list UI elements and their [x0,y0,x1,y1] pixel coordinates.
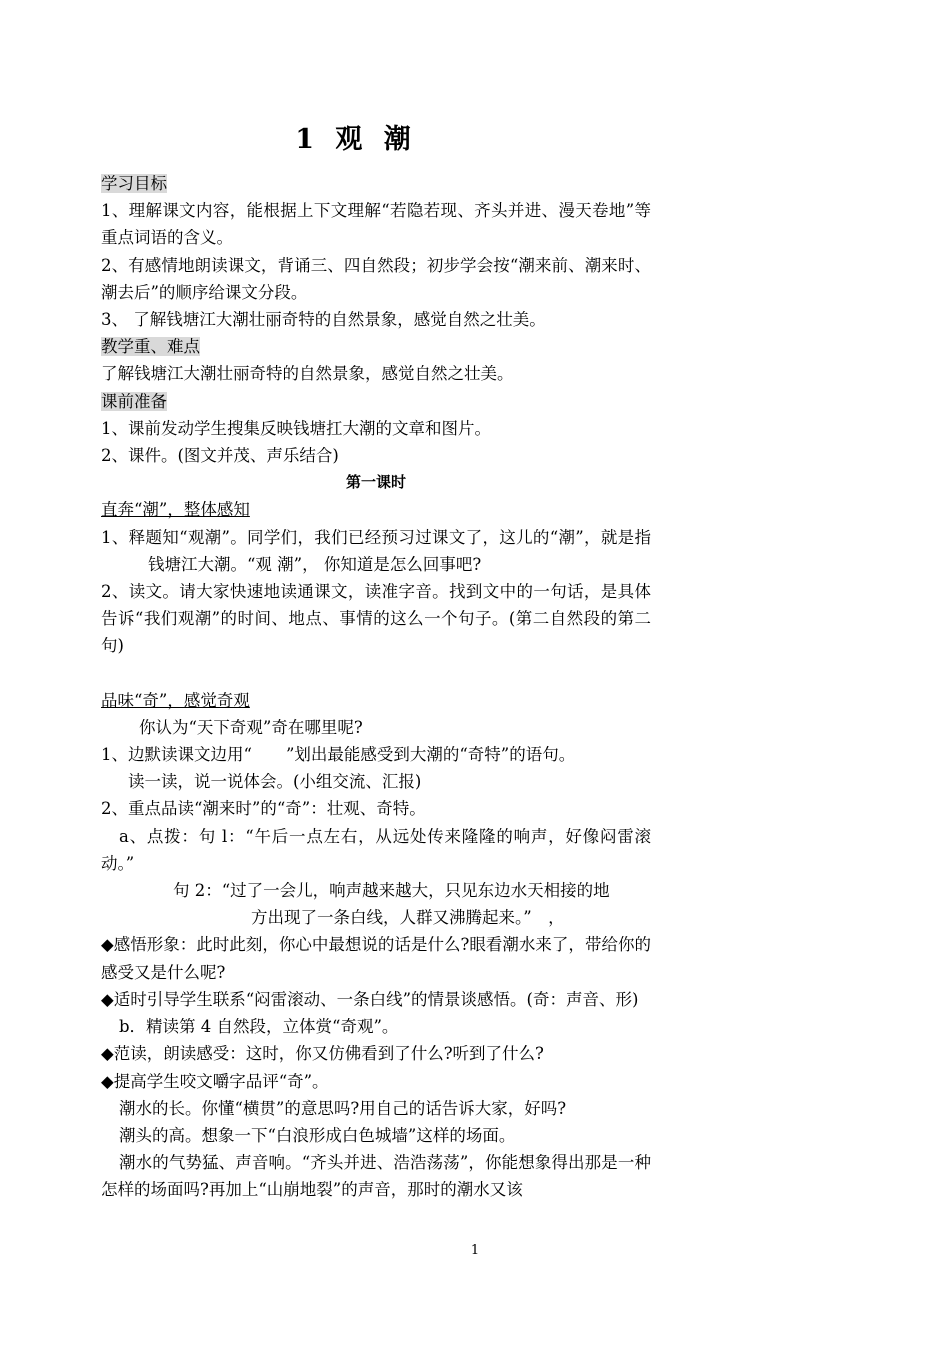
page-number: 1 [470,1243,480,1258]
goal-item: 1、理解课文内容，能根据上下文理解“若隐若现、齐头并进、漫天卷地”等重点词语的含义。 [101,201,651,248]
sentence-2-continued: 方出现了一条白线，人群又沸腾起来。” ， [251,908,565,928]
part1-heading: 直奔“潮”，整体感知 [101,500,250,520]
goals-heading: 学习目标 [101,174,167,193]
document-body [101,120,651,1204]
part1-item: 1、释题知“观潮”。同学们，我们已经预习过课文了，这儿的“潮”，就是指钱塘江大潮。“观 潮”， 你知道是怎么回事吧? [101,527,651,574]
text-run: a、点拨：句 l：“午后一点左右，从远处传来隆隆的响声，好像闷雷滚动。” [101,826,651,873]
text-run: ”划出最能感受到大潮的“奇特”的语句。 [285,745,576,765]
part2-intro: 你认为“天下奇观”奇在哪里呢? [139,717,363,737]
bullet-item: ◆提高学生咬文嚼字品评“奇”。 [101,1071,329,1091]
bullet-item: ◆范读，朗读感受：这时，你又仿佛看到了什么?听到了什么? [101,1044,544,1064]
detail-line: 潮头的高。想象一下“白浪形成白色城墙”这样的场面。 [119,1125,516,1145]
lesson-title: 第一课时 [345,473,406,492]
preparation-item: 2、课件。(图文并茂、声乐结合) [101,446,339,466]
part1-item: 2、读文。请大家快速地读通课文，读准字音。找到文中的一句话，是具体告诉“我们观潮”的时间、地点、事情的这么一个句子。(第二自然段的第二句) [101,582,651,656]
text-run: 1、边默读课文边用“ [101,745,252,765]
part2-item-continued: 读一读，说一说体会。(小组交流、汇报) [128,772,422,792]
goal-item: 3、 了解钱塘江大潮壮丽奇特的自然景象，感觉自然之壮美。 [101,310,546,330]
page-title: 1 观 潮 [295,124,417,155]
bullet-item: ◆感悟形象：此时此刻，你心中最想说的话是什么?眼看潮水来了，带给你的感受又是什么呢? [101,935,651,982]
sentence-2: 句 2：“过了一会儿，响声越来越大，只见东边水天相接的地 [173,881,610,901]
point-b: b．精读第 4 自然段，立体赏“奇观”。 [119,1017,399,1037]
part2-item [101,741,651,768]
detail-paragraph [101,1149,651,1203]
text-run: 潮水的气势猛、声音响。“齐头并进、浩浩荡荡”，你能想象得出那是一种怎样的场面吗?再加上“山崩地裂”的声音，那时的潮水又该 [101,1153,651,1200]
key-points-text: 了解钱塘江大潮壮丽奇特的自然景象，感觉自然之壮美。 [101,364,514,384]
wavy-underline-mark [252,741,286,768]
part2-heading: 品味“奇”，感觉奇观 [101,690,250,710]
preparation-heading: 课前准备 [101,391,167,411]
detail-line: 潮水的长。你懂“横贯”的意思吗?用自己的话告诉大家，好吗? [119,1098,567,1118]
key-points-heading: 教学重、难点 [101,337,200,357]
bullet-item: ◆适时引导学生联系“闷雷滚动、一条白线”的情景谈感悟。(奇：声音、形) [101,989,639,1009]
blank-line [101,660,651,687]
part2-item: 2、重点品读“潮来时”的“奇”：壮观、奇特。 [101,799,426,819]
point-a [101,823,651,877]
goal-item: 2、有感情地朗读课文，背诵三、四自然段；初步学会按“潮来前、潮来时、潮去后”的顺序给课文分段。 [101,255,651,302]
preparation-item: 1、课前发动学生搜集反映钱塘扛大潮的文章和图片。 [101,418,491,438]
